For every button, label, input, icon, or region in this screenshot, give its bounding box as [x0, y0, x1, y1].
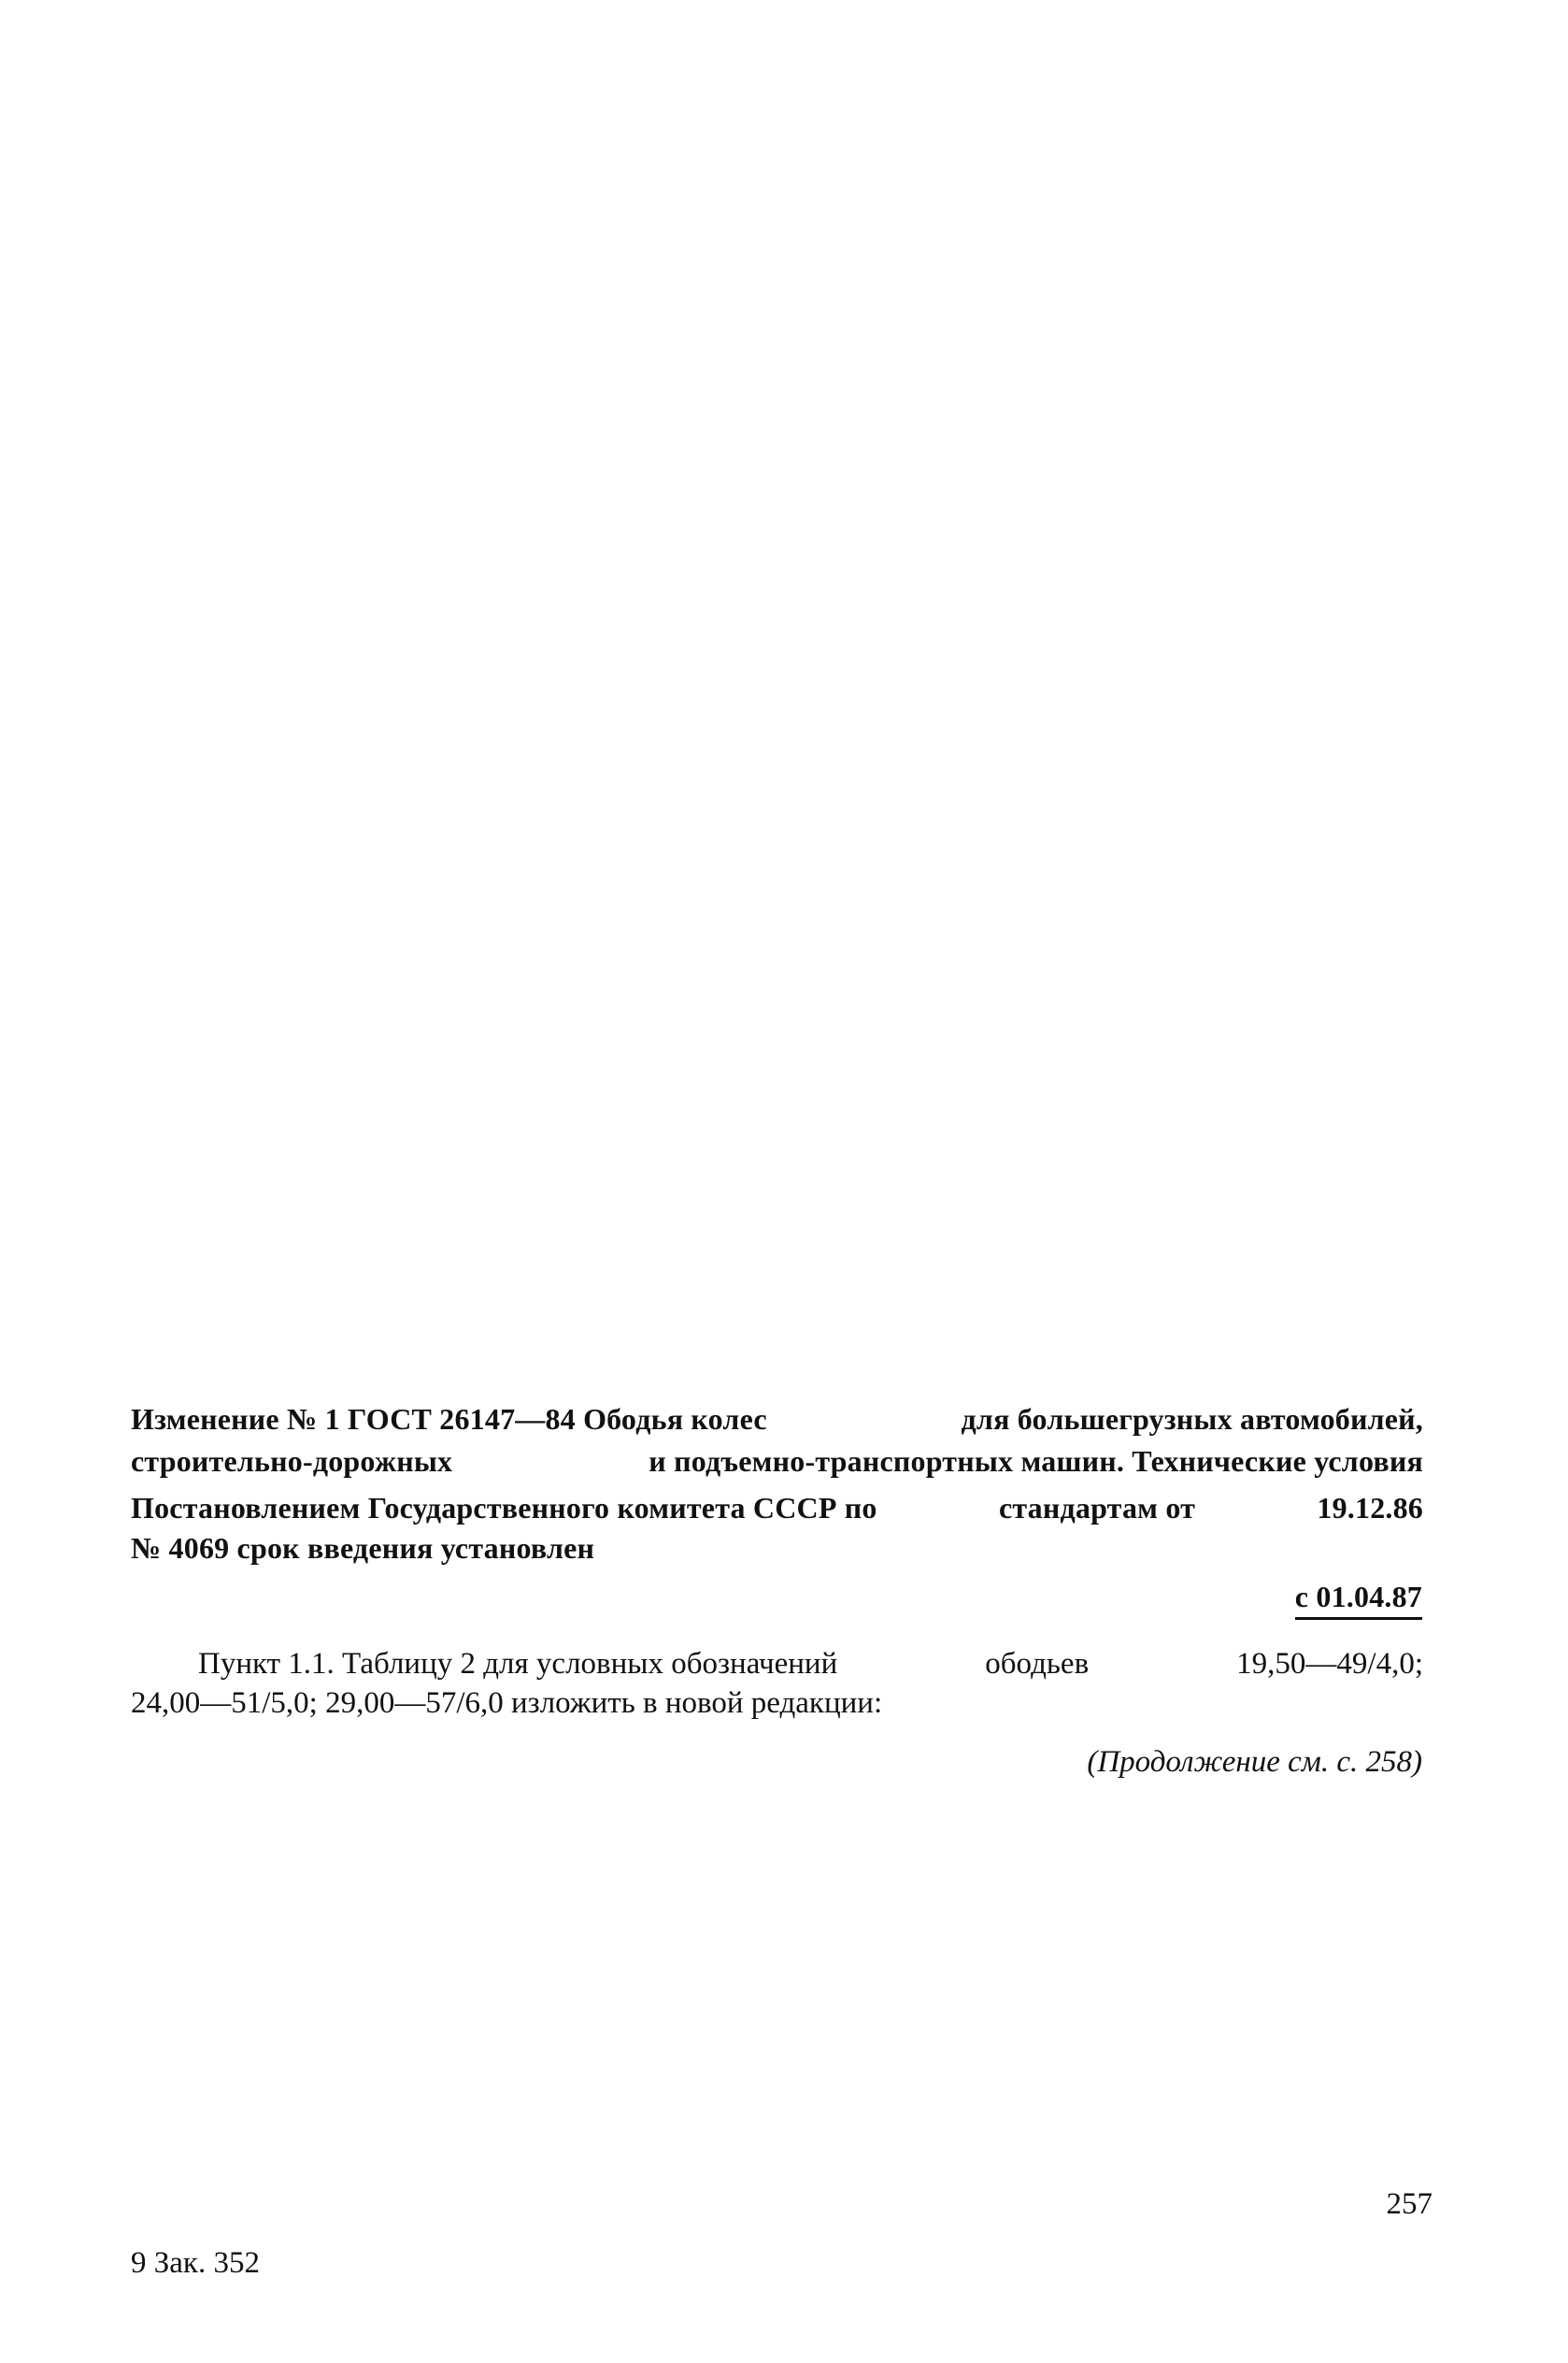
body-line-1 — [198, 1647, 1423, 1682]
decree-part: 19.12.86 — [1317, 1491, 1423, 1525]
decree-line-2: № 4069 срок введения установлен — [131, 1531, 595, 1565]
page-number: 257 — [1386, 2187, 1433, 2221]
body-part: 19,50—49/4,0; — [1236, 1647, 1423, 1681]
body-part: Пункт 1.1. Таблицу 2 для условных обозначений — [198, 1647, 838, 1681]
effective-date — [1295, 1580, 1422, 1614]
amendment-title-part: и подъемно-транспортных машин. Технические условия — [649, 1444, 1423, 1478]
amendment-title-part: Изменение № 1 ГОСТ 26147—84 Ободья колес — [131, 1402, 767, 1436]
amendment-title-part: для большегрузных автомобилей, — [961, 1402, 1423, 1436]
amendment-title-line-2 — [131, 1444, 1423, 1479]
body-line-2: 24,00—51/5,0; 29,00—57/6,0 изложить в новой редакции: — [131, 1686, 883, 1720]
continuation-note: (Продолжение см. с. 258) — [1087, 1745, 1422, 1779]
decree-part: Постановлением Государственного комитета СССР по — [131, 1491, 877, 1525]
order-mark: 9 Зак. 352 — [131, 2246, 260, 2280]
amendment-title-part: строительно-дорожных — [131, 1444, 453, 1478]
effective-date-value: с 01.04.87 — [1295, 1580, 1422, 1620]
body-part: ободьев — [985, 1647, 1090, 1681]
decree-line-1 — [131, 1491, 1423, 1525]
amendment-title-line-1 — [131, 1402, 1423, 1437]
decree-part: стандартам от — [998, 1491, 1196, 1525]
